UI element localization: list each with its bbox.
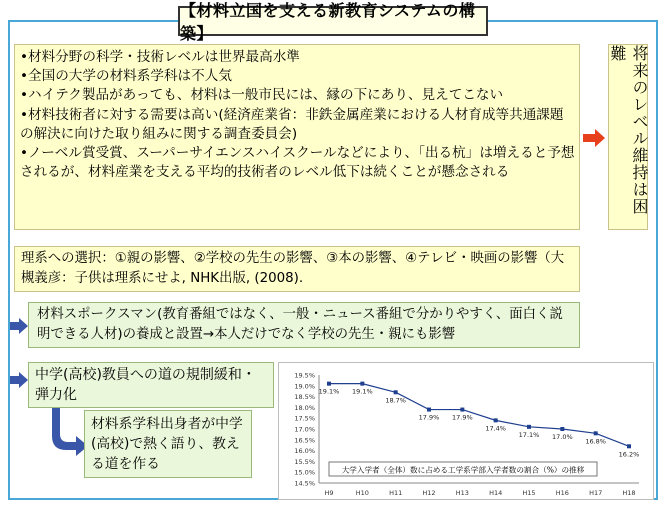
data-label: 19.1% [318,387,340,396]
main-points-box [14,44,580,230]
engineering-ratio-chart [278,362,654,500]
data-label: 16.8% [585,437,606,446]
data-label: 17.0% [552,433,573,441]
data-point [394,390,398,394]
spokesman-text: 材料スポークスマン(教育番組ではなく、一般・ニュース番組で分かりやすく、面白く説明できる人材)の養成と設置→本人だけでなく学校の先生・親にも影響 [37,307,563,342]
y-tick-label: 18.0% [294,403,315,412]
data-point [360,382,364,386]
main-point: •材料技術者に対する需要は高い(経済産業省：非鉄金属産業における人材育成等共通課題の解決に向けた取り組みに関する調査委員会) [20,106,564,142]
x-tick-label: H10 [355,489,369,497]
blue-arrow-icon [10,372,28,388]
x-tick-label: H11 [389,489,403,497]
y-tick-label: 17.5% [294,414,315,423]
data-label: 18.7% [385,396,406,405]
x-tick-label: H12 [422,489,436,497]
data-point [560,427,564,431]
teacher-path-box [28,362,274,408]
conclusion-box [608,44,648,230]
main-point: •ハイテク製品があっても、材料は一般市民には、縁の下にあり、見えてこない [20,87,504,104]
spokesman-box [28,302,580,348]
graduate-teaching-text: 材料系学科出身者が中学(高校)で熱く語り、教える道を作る [91,416,243,472]
chart-title: 大学入学者（全体）数に占める工学系学部入学者数の割合（%）の推移 [341,465,585,475]
x-tick-label: H18 [622,489,636,497]
y-tick-label: 14.5% [294,479,315,488]
graduate-teaching-box [84,410,252,478]
y-tick-label: 16.0% [294,447,315,456]
x-tick-label: H17 [589,489,603,497]
y-tick-label: 19.0% [294,382,315,391]
data-point [494,418,498,422]
right-arrow-icon [583,129,605,147]
page-title: 【材料立国を支える新教育システムの構築】 [178,6,488,36]
y-tick-label: 15.0% [294,468,315,477]
x-tick-label: H13 [455,489,469,497]
y-tick-label: 19.5% [294,371,315,380]
data-point [594,431,598,435]
y-tick-label: 15.5% [294,457,315,466]
teacher-path-text: 中学(高校)教員への道の規制緩和・弾力化 [35,367,256,403]
data-point [527,425,531,429]
x-tick-label: H9 [324,489,334,497]
data-point [427,408,431,412]
science-choice-text: 理系への選択：①親の影響、②学校の先生の影響、③本の影響、④テレビ・映画の影響（大槻義彦：子供は理系にせよ, NHK出版, (2008). [21,251,565,286]
conclusion-text: 将来のレベル維持は困難 [608,45,649,215]
x-tick-label: H14 [489,489,503,497]
main-point: •材料分野の科学・技術レベルは世界最高水準 [20,49,300,65]
main-point: •ノーベル賞受賞、スーパーサイエンスハイスクールなどにより、「出る杭」は増えると予想されるが、材料産業を支える平均的技術者のレベル低下は続くことが懸念される [20,145,575,181]
x-tick-label: H16 [555,489,569,497]
x-tick-label: H15 [522,489,536,497]
blue-arrow-icon [10,318,28,334]
data-label: 19.1% [352,387,373,396]
data-label: 17.9% [418,413,440,422]
data-label: 17.1% [518,430,540,439]
data-label: 16.2% [618,450,640,459]
data-point [627,444,631,448]
data-point [460,408,464,412]
data-label: 17.9% [452,413,473,422]
series-line [329,384,629,447]
y-tick-label: 17.0% [294,425,315,434]
data-point [327,382,331,386]
y-tick-label: 16.5% [294,436,315,445]
science-choice-box [14,246,580,292]
chart-svg [279,363,655,501]
y-tick-label: 18.5% [294,393,315,402]
data-label: 17.4% [485,424,506,433]
main-point: •全国の大学の材料系学科は不人気 [20,68,232,85]
